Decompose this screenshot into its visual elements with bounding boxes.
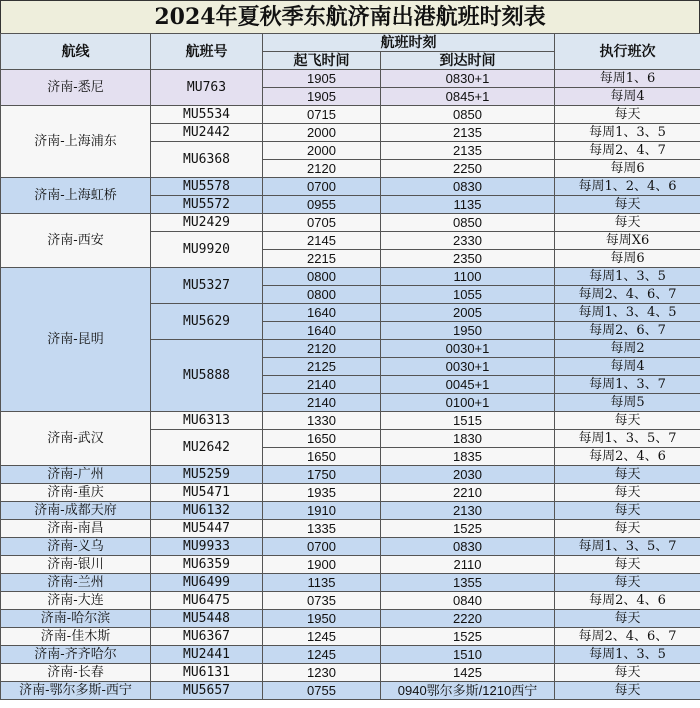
arrival-time-cell: 1525 xyxy=(381,628,555,646)
route-cell: 济南-银川 xyxy=(1,556,151,574)
flight-number-cell: MU763 xyxy=(151,70,263,106)
table-row xyxy=(1,178,700,196)
departure-time-cell: 0800 xyxy=(263,286,381,304)
flight-number-cell: MU5572 xyxy=(151,196,263,214)
table-row xyxy=(1,628,700,646)
arrival-time-cell: 0830 xyxy=(381,538,555,556)
operating-days-cell: 每天 xyxy=(555,106,700,124)
arrival-time-cell: 0830+1 xyxy=(381,70,555,88)
arrival-time-cell: 0845+1 xyxy=(381,88,555,106)
table-row xyxy=(1,502,700,520)
arrival-time-cell: 0030+1 xyxy=(381,358,555,376)
departure-time-cell: 1935 xyxy=(263,484,381,502)
arrival-time-cell: 2135 xyxy=(381,124,555,142)
table-row xyxy=(1,268,700,286)
departure-time-cell: 1330 xyxy=(263,412,381,430)
route-cell: 济南-成都天府 xyxy=(1,502,151,520)
table-row xyxy=(1,70,700,88)
arrival-time-cell: 1135 xyxy=(381,196,555,214)
operating-days-cell: 每天 xyxy=(555,610,700,628)
departure-time-cell: 1650 xyxy=(263,430,381,448)
header-flight-no: 航班号 xyxy=(151,34,263,70)
header-arrival: 到达时间 xyxy=(381,52,555,70)
table-row xyxy=(1,214,700,232)
arrival-time-cell: 0840 xyxy=(381,592,555,610)
operating-days-cell: 每天 xyxy=(555,484,700,502)
route-cell: 济南-南昌 xyxy=(1,520,151,538)
flight-number-cell: MU5657 xyxy=(151,682,263,700)
flight-number-cell: MU5534 xyxy=(151,106,263,124)
flight-number-cell: MU6359 xyxy=(151,556,263,574)
arrival-time-cell: 2130 xyxy=(381,502,555,520)
operating-days-cell: 每周2、4、7 xyxy=(555,142,700,160)
arrival-time-cell: 2350 xyxy=(381,250,555,268)
departure-time-cell: 1640 xyxy=(263,304,381,322)
operating-days-cell: 每周4 xyxy=(555,88,700,106)
departure-time-cell: 2125 xyxy=(263,358,381,376)
arrival-time-cell: 1355 xyxy=(381,574,555,592)
arrival-time-cell: 0100+1 xyxy=(381,394,555,412)
arrival-time-cell: 2220 xyxy=(381,610,555,628)
table-row xyxy=(1,556,700,574)
operating-days-cell: 每周1、3、4、5 xyxy=(555,304,700,322)
flight-number-cell: MU6368 xyxy=(151,142,263,178)
departure-time-cell: 1905 xyxy=(263,88,381,106)
departure-time-cell: 1905 xyxy=(263,70,381,88)
departure-time-cell: 1230 xyxy=(263,664,381,682)
route-cell: 济南-齐齐哈尔 xyxy=(1,646,151,664)
table-row xyxy=(1,574,700,592)
operating-days-cell: 每周2、4、6、7 xyxy=(555,628,700,646)
operating-days-cell: 每周5 xyxy=(555,394,700,412)
table-row xyxy=(1,592,700,610)
route-cell: 济南-义乌 xyxy=(1,538,151,556)
route-cell: 济南-佳木斯 xyxy=(1,628,151,646)
departure-time-cell: 2000 xyxy=(263,124,381,142)
arrival-time-cell: 1055 xyxy=(381,286,555,304)
route-cell: 济南-兰州 xyxy=(1,574,151,592)
route-cell: 济南-广州 xyxy=(1,466,151,484)
route-cell: 济南-长春 xyxy=(1,664,151,682)
arrival-time-cell: 1835 xyxy=(381,448,555,466)
arrival-time-cell: 2030 xyxy=(381,466,555,484)
header-departure: 起飞时间 xyxy=(263,52,381,70)
route-cell: 济南-上海浦东 xyxy=(1,106,151,178)
flight-number-cell: MU5471 xyxy=(151,484,263,502)
departure-time-cell: 2120 xyxy=(263,160,381,178)
flight-number-cell: MU5578 xyxy=(151,178,263,196)
operating-days-cell: 每周1、3、5 xyxy=(555,646,700,664)
page-title: 2024年夏秋季东航济南出港航班时刻表 xyxy=(0,0,700,33)
departure-time-cell: 1650 xyxy=(263,448,381,466)
operating-days-cell: 每周6 xyxy=(555,250,700,268)
table-row xyxy=(1,520,700,538)
operating-days-cell: 每周1、3、5 xyxy=(555,268,700,286)
departure-time-cell: 1135 xyxy=(263,574,381,592)
flight-number-cell: MU6131 xyxy=(151,664,263,682)
route-cell: 济南-昆明 xyxy=(1,268,151,412)
flight-number-cell: MU2429 xyxy=(151,214,263,232)
departure-time-cell: 1750 xyxy=(263,466,381,484)
operating-days-cell: 每天 xyxy=(555,502,700,520)
arrival-time-cell: 0850 xyxy=(381,106,555,124)
table-row xyxy=(1,466,700,484)
arrival-time-cell: 2135 xyxy=(381,142,555,160)
operating-days-cell: 每天 xyxy=(555,574,700,592)
departure-time-cell: 0735 xyxy=(263,592,381,610)
flight-number-cell: MU5448 xyxy=(151,610,263,628)
flight-number-cell: MU5888 xyxy=(151,340,263,412)
table-row xyxy=(1,538,700,556)
operating-days-cell: 每周1、3、5、7 xyxy=(555,430,700,448)
operating-days-cell: 每天 xyxy=(555,214,700,232)
operating-days-cell: 每周6 xyxy=(555,160,700,178)
table-row xyxy=(1,106,700,124)
flight-number-cell: MU6367 xyxy=(151,628,263,646)
route-cell: 济南-哈尔滨 xyxy=(1,610,151,628)
arrival-time-cell: 0940鄂尔多斯/1210西宁 xyxy=(381,682,555,700)
table-row xyxy=(1,610,700,628)
table-row xyxy=(1,412,700,430)
operating-days-cell: 每周2、4、6 xyxy=(555,448,700,466)
table-header xyxy=(1,34,700,70)
arrival-time-cell: 0045+1 xyxy=(381,376,555,394)
departure-time-cell: 0755 xyxy=(263,682,381,700)
arrival-time-cell: 2330 xyxy=(381,232,555,250)
departure-time-cell: 1900 xyxy=(263,556,381,574)
departure-time-cell: 2215 xyxy=(263,250,381,268)
header-route: 航线 xyxy=(1,34,151,70)
arrival-time-cell: 0830 xyxy=(381,178,555,196)
departure-time-cell: 0705 xyxy=(263,214,381,232)
arrival-time-cell: 2250 xyxy=(381,160,555,178)
operating-days-cell: 每周2、4、6、7 xyxy=(555,286,700,304)
departure-time-cell: 2140 xyxy=(263,376,381,394)
route-cell: 济南-西安 xyxy=(1,214,151,268)
departure-time-cell: 2000 xyxy=(263,142,381,160)
departure-time-cell: 1245 xyxy=(263,646,381,664)
departure-time-cell: 1950 xyxy=(263,610,381,628)
operating-days-cell: 每天 xyxy=(555,196,700,214)
flight-number-cell: MU2442 xyxy=(151,124,263,142)
departure-time-cell: 2145 xyxy=(263,232,381,250)
arrival-time-cell: 1830 xyxy=(381,430,555,448)
departure-time-cell: 0800 xyxy=(263,268,381,286)
operating-days-cell: 每周4 xyxy=(555,358,700,376)
route-cell: 济南-上海虹桥 xyxy=(1,178,151,214)
route-cell: 济南-武汉 xyxy=(1,412,151,466)
arrival-time-cell: 1950 xyxy=(381,322,555,340)
flight-number-cell: MU5629 xyxy=(151,304,263,340)
route-cell: 济南-重庆 xyxy=(1,484,151,502)
table-row xyxy=(1,682,700,700)
operating-days-cell: 每天 xyxy=(555,664,700,682)
operating-days-cell: 每天 xyxy=(555,520,700,538)
flight-number-cell: MU6475 xyxy=(151,592,263,610)
operating-days-cell: 每周2、6、7 xyxy=(555,322,700,340)
route-cell: 济南-悉尼 xyxy=(1,70,151,106)
header-operating-days: 执行班次 xyxy=(555,34,700,70)
table-row xyxy=(1,646,700,664)
operating-days-cell: 每天 xyxy=(555,466,700,484)
departure-time-cell: 0700 xyxy=(263,538,381,556)
flight-number-cell: MU9933 xyxy=(151,538,263,556)
arrival-time-cell: 2110 xyxy=(381,556,555,574)
operating-days-cell: 每周1、6 xyxy=(555,70,700,88)
flight-number-cell: MU6499 xyxy=(151,574,263,592)
arrival-time-cell: 0850 xyxy=(381,214,555,232)
arrival-time-cell: 1100 xyxy=(381,268,555,286)
operating-days-cell: 每周1、2、4、6 xyxy=(555,178,700,196)
operating-days-cell: 每天 xyxy=(555,412,700,430)
arrival-time-cell: 1515 xyxy=(381,412,555,430)
operating-days-cell: 每天 xyxy=(555,682,700,700)
flight-number-cell: MU5327 xyxy=(151,268,263,304)
operating-days-cell: 每周2 xyxy=(555,340,700,358)
arrival-time-cell: 1510 xyxy=(381,646,555,664)
departure-time-cell: 1910 xyxy=(263,502,381,520)
operating-days-cell: 每周2、4、6 xyxy=(555,592,700,610)
table-row xyxy=(1,484,700,502)
arrival-time-cell: 1525 xyxy=(381,520,555,538)
departure-time-cell: 2120 xyxy=(263,340,381,358)
flight-number-cell: MU6132 xyxy=(151,502,263,520)
flight-number-cell: MU2642 xyxy=(151,430,263,466)
operating-days-cell: 每天 xyxy=(555,556,700,574)
departure-time-cell: 1640 xyxy=(263,322,381,340)
arrival-time-cell: 1425 xyxy=(381,664,555,682)
flight-number-cell: MU2441 xyxy=(151,646,263,664)
route-cell: 济南-鄂尔多斯-西宁 xyxy=(1,682,151,700)
flight-number-cell: MU9920 xyxy=(151,232,263,268)
header-schedule-group: 航班时刻 xyxy=(263,34,555,52)
table-body xyxy=(1,70,700,700)
route-cell: 济南-大连 xyxy=(1,592,151,610)
departure-time-cell: 1335 xyxy=(263,520,381,538)
operating-days-cell: 每周1、3、7 xyxy=(555,376,700,394)
table-row xyxy=(1,664,700,682)
flight-number-cell: MU5447 xyxy=(151,520,263,538)
operating-days-cell: 每周1、3、5 xyxy=(555,124,700,142)
arrival-time-cell: 2210 xyxy=(381,484,555,502)
flight-timetable xyxy=(0,33,700,700)
departure-time-cell: 0955 xyxy=(263,196,381,214)
departure-time-cell: 1245 xyxy=(263,628,381,646)
departure-time-cell: 2140 xyxy=(263,394,381,412)
flight-number-cell: MU6313 xyxy=(151,412,263,430)
flight-number-cell: MU5259 xyxy=(151,466,263,484)
departure-time-cell: 0700 xyxy=(263,178,381,196)
arrival-time-cell: 0030+1 xyxy=(381,340,555,358)
departure-time-cell: 0715 xyxy=(263,106,381,124)
arrival-time-cell: 2005 xyxy=(381,304,555,322)
operating-days-cell: 每周X6 xyxy=(555,232,700,250)
operating-days-cell: 每周1、3、5、7 xyxy=(555,538,700,556)
